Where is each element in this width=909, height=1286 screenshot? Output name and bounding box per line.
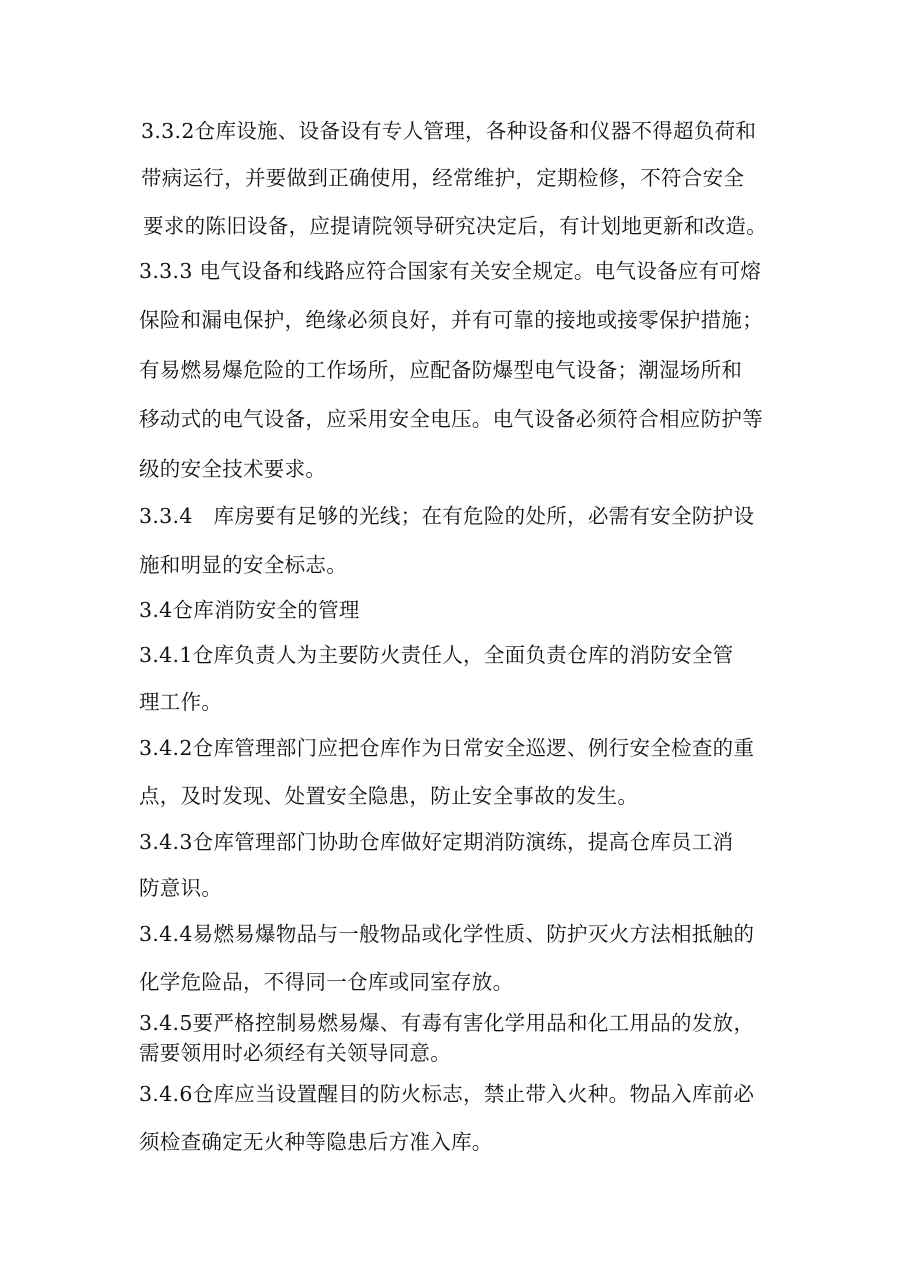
text-line: 有易燃易爆危险的工作场所，应配备防爆型电气设备；潮湿场所和 (139, 358, 743, 382)
text-line: 要求的陈旧设备，应提请院领导研究决定后，有计划地更新和改造。 (143, 214, 767, 238)
text-line: 3.4.4易燃易爆物品与一般物品或化学性质、防护灭火方法相抵触的 (139, 922, 755, 946)
text-line: 保险和漏电保护，绝缘必须良好，并有可靠的接地或接零保护措施； (139, 308, 763, 332)
text-line: 化学危险品，不得同一仓库或同室存放。 (139, 970, 514, 994)
text-line: 3.4.2仓库管理部门应把仓库作为日常安全巡逻、例行安全检查的重 (139, 736, 755, 760)
text-line: 3.4.5要严格控制易燃易爆、有毒有害化学用品和化工用品的发放， (139, 1011, 755, 1035)
text-line: 须检查确定无火种等隐患后方准入库。 (139, 1130, 493, 1154)
text-line: 3.4.6仓库应当设置醒目的防火标志，禁止带入火种。物品入库前必 (139, 1082, 755, 1106)
text-line: 3.4.1仓库负责人为主要防火责任人，全面负责仓库的消防安全管 (139, 643, 734, 667)
text-line: 移动式的电气设备，应采用安全电压。电气设备必须符合相应防护等 (139, 407, 763, 431)
text-line: 3.3.2仓库设施、设备设有专人管理，各种设备和仪器不得超负荷和 (141, 119, 757, 143)
text-line: 3.3.4 库房要有足够的光线；在有危险的处所，必需有安全防护设 (139, 504, 755, 528)
section-heading: 3.4仓库消防安全的管理 (139, 598, 360, 622)
text-line: 3.3.3 电气设备和线路应符合国家有关安全规定。电气设备应有可熔 (139, 259, 762, 283)
text-line: 防意识。 (139, 876, 223, 900)
text-line: 理工作。 (139, 690, 223, 714)
text-line: 需要领用时必须经有关领导同意。 (139, 1041, 451, 1065)
text-line: 点，及时发现、处置安全隐患，防止安全事故的发生。 (139, 784, 639, 808)
text-line: 施和明显的安全标志。 (139, 553, 347, 577)
text-line: 带病运行，并要做到正确使用，经常维护，定期检修，不符合安全 (141, 166, 745, 190)
text-line: 3.4.3仓库管理部门协助仓库做好定期消防演练，提高仓库员工消 (139, 830, 734, 854)
text-line: 级的安全技术要求。 (139, 457, 327, 481)
